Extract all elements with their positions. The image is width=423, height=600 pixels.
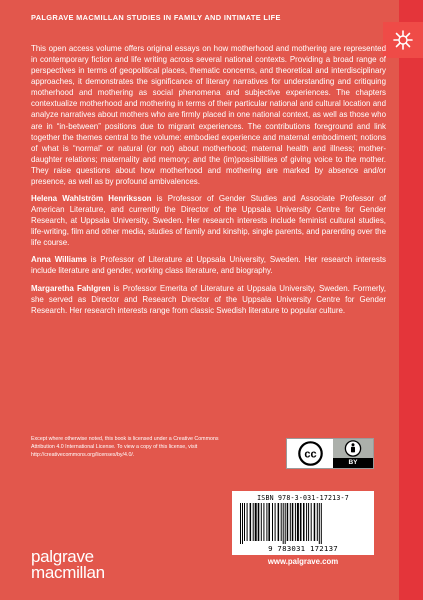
barcode-bar: [244, 503, 245, 541]
barcode-bar: [281, 503, 282, 541]
editor-name: Helena Wahlström Henriksson: [31, 194, 152, 204]
editor-bio-text: is Professor of Gender Studies and Associate Professor of American Literature, and currently the Director of the Uppsala University Centre for Gender Research, at Uppsala University, Sweden. Her research interests include feminist cultural studies, life-writing, film and other media, studies of family and kinship, single parents, and parenting over the life course.: [31, 194, 386, 248]
barcode-bar: [295, 503, 296, 541]
svg-text:cc: cc: [303, 448, 317, 461]
barcode-bar: [287, 503, 289, 541]
editor-bio-text: is Professor of Literature at Uppsala University, Sweden. Her research interests include literature and gender, working class literature, and biography.: [31, 255, 386, 276]
cc-by-badge: [286, 438, 374, 469]
series-title: PALGRAVE MACMILLAN STUDIES IN FAMILY AND INTIMATE LIFE: [31, 13, 281, 22]
barcode-bar: [240, 503, 241, 544]
isbn-barcode: [232, 491, 374, 555]
barcode-bar: [306, 503, 307, 541]
cc-by-label: BY: [333, 458, 373, 468]
barcode-bar: [278, 503, 280, 541]
barcode-bar: [283, 503, 284, 544]
editor-bio-text: is Professor Emerita of Literature at Uppsala University, Sweden. Formerly, she served as Director and Research Director of the Uppsala University Centre for Gender Research. Her research interests range from classic Swedish literature to popular culture.: [31, 283, 386, 315]
back-cover-text: [31, 43, 386, 322]
isbn-text: ISBN 978-3-031-17213-7: [257, 494, 349, 502]
publisher-name-line1: palgrave: [31, 547, 94, 566]
editor-bio: [31, 193, 386, 248]
barcode-bar: [311, 503, 312, 541]
barcode-bar: [300, 503, 302, 541]
barcode-bar: [275, 503, 276, 541]
editor-bio: [31, 254, 386, 276]
cc-icon-area: [287, 439, 333, 468]
publisher-url: www.palgrave.com: [267, 557, 339, 566]
palgrave-logo-mark: [383, 22, 423, 58]
barcode-bar: [308, 503, 309, 541]
right-color-strip: [399, 0, 423, 600]
barcode-bar: [314, 503, 316, 541]
barcode-bar: [242, 503, 243, 544]
barcode-bar: [292, 503, 294, 541]
barcode-bar: [250, 503, 252, 541]
barcode-bar: [261, 503, 262, 541]
barcode-bar: [303, 503, 305, 541]
license-note: Except where otherwise noted, this book is licensed under a Creative Commons Attribution 4.0 International License. To view a copy of this license, visit http://creativecommons.org/licenses/by/4.0/.: [31, 436, 219, 458]
publisher-name-line2: macmillan: [31, 563, 105, 582]
palgrave-star-icon: [392, 29, 414, 51]
book-description: This open access volume offers original essays on how motherhood and mothering are represented in contemporary fiction and life writing across several national contexts. Providing a broad range of perspectives in terms of geopolitical places, thematic concerns, and theoretical and interdisciplinary approaches, it demonstrates the significance of literary narratives for understanding and critiquing motherhood and mothering as social phenomena and subjective experiences. The chapters contextualize motherhood and mothering in terms of their particular national and cultural location and analyze narratives about mothers who are firmly placed in one national context, as well as those who are in “in-between” positions due to migrant experiences. The contributions foreground and link together the themes central to the volume: embodied experience and maternal embodiment; notions of what is “normal” or natural (or not) about motherhood; maternal health and illness; mother-daughter relations; maternality and memory; and the (im)possibilities of giving voice to the mother. They raise questions about how motherhood and mothering are marked by absence and/or presence, as well as by profound ambivalences.: [31, 44, 386, 186]
publisher-logo: [31, 549, 105, 581]
barcode-bar: [272, 503, 273, 541]
barcode-bar: [317, 503, 318, 541]
person-icon: [333, 439, 373, 458]
barcode-bar: [290, 503, 291, 541]
barcode-bar: [247, 503, 248, 541]
editor-name: Anna Williams: [31, 255, 87, 265]
barcode-bar: [263, 503, 264, 541]
barcode-number: 9 783031 172137: [268, 544, 338, 553]
editor-name: Margaretha Fahlgren: [31, 283, 111, 293]
cc-icon: [298, 441, 323, 466]
barcode-bar: [285, 503, 286, 544]
barcode-bar: [268, 503, 270, 541]
barcode-graphic: [238, 503, 368, 544]
barcode-bar: [258, 503, 260, 541]
editor-bio: [31, 283, 386, 316]
barcode-bar: [255, 503, 257, 541]
barcode-bar: [253, 503, 254, 541]
barcode-bar: [266, 503, 267, 541]
barcode-bar: [297, 503, 299, 541]
barcode-bar: [319, 503, 320, 544]
barcode-bar: [321, 503, 322, 544]
